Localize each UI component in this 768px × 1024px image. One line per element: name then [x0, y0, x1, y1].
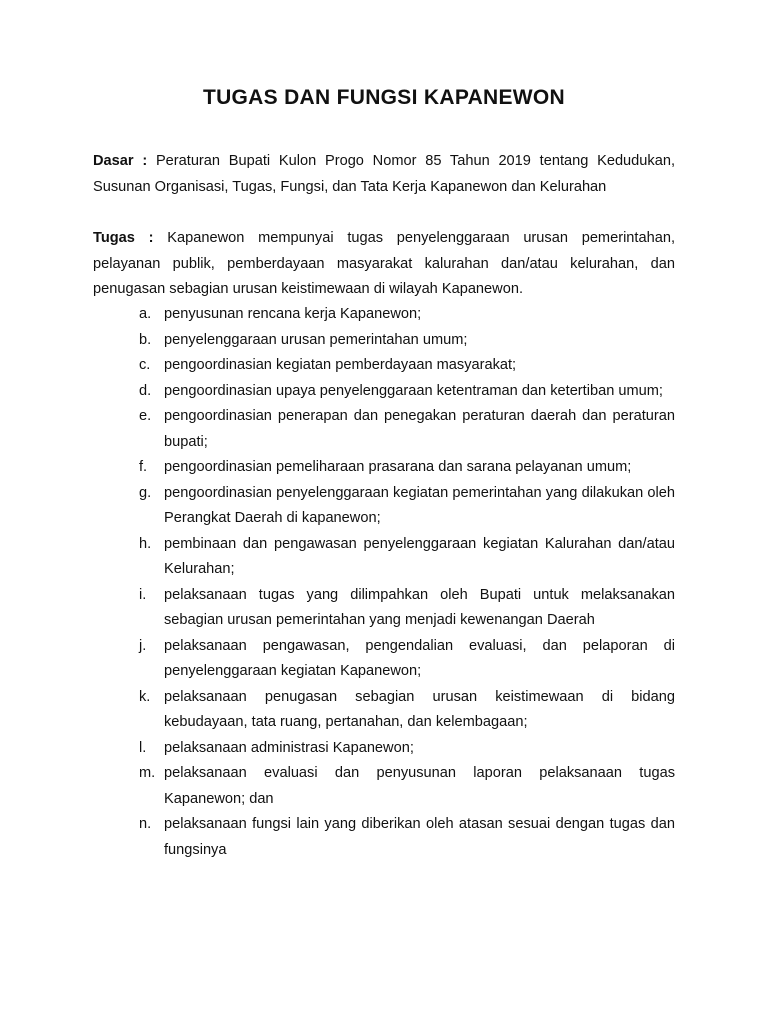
dasar-label: Dasar : — [93, 153, 148, 169]
list-marker: b. — [139, 331, 152, 348]
list-item-text: pengoordinasian kegiatan pemberdayaan masyarakat; — [164, 357, 517, 373]
list-marker: k. — [139, 688, 151, 705]
list-marker: n. — [139, 816, 152, 832]
dasar-paragraph — [93, 149, 675, 200]
list-item — [139, 634, 675, 685]
tugas-label: Tugas : — [93, 230, 154, 246]
list-item — [139, 328, 675, 354]
list-item-text: pengoordinasian upaya penyelenggaraan ketentraman dan ketertiban umum; — [164, 382, 663, 399]
list-marker: l. — [139, 739, 147, 756]
list-item-text: pengoordinasian penerapan dan penegakan peraturan daerah dan peraturan bupati; — [164, 408, 675, 450]
list-item — [139, 353, 675, 379]
list-marker: c. — [139, 357, 151, 373]
list-item — [139, 302, 675, 328]
list-item-text: pelaksanaan penugasan sebagian urusan keistimewaan di bidang kebudayaan, tata ruang, pertanahan, dan kelembagaan; — [164, 688, 675, 730]
list-marker: g. — [139, 484, 152, 501]
list-item-text: pelaksanaan administrasi Kapanewon; — [164, 739, 414, 756]
list-item — [139, 685, 675, 736]
list-item-text: pelaksanaan fungsi lain yang diberikan oleh atasan sesuai dengan tugas dan fungsinya — [164, 816, 675, 858]
list-item-text: penyelenggaraan urusan pemerintahan umum; — [164, 331, 468, 348]
tugas-text: Kapanewon mempunyai tugas penyelenggaraan urusan pemerintahan, pelayanan publik, pemberdayaan masyarakat kalurahan dan/atau kelurahan, dan penugasan sebagian urusan keistimewaan di wilayah Kapanewon. — [93, 230, 675, 297]
list-item-text: penyusunan rencana kerja Kapanewon; — [164, 306, 422, 322]
task-list — [139, 302, 675, 863]
list-marker: i. — [139, 586, 147, 603]
list-marker: a. — [139, 306, 152, 322]
list-item-text: pengoordinasian penyelenggaraan kegiatan pemerintahan yang dilakukan oleh Perangkat Daerah di kapanewon; — [164, 484, 675, 526]
list-item — [139, 812, 675, 863]
list-item — [139, 379, 675, 405]
tugas-paragraph — [93, 226, 675, 303]
list-item — [139, 404, 675, 455]
list-item — [139, 736, 675, 762]
list-item-text: pembinaan dan pengawasan penyelenggaraan kegiatan Kalurahan dan/atau Kelurahan; — [164, 535, 675, 577]
list-item-text: pelaksanaan tugas yang dilimpahkan oleh Bupati untuk melaksanakan sebagian urusan pemerintahan yang menjadi kewenangan Daerah — [164, 586, 675, 628]
list-item-text: pelaksanaan evaluasi dan penyusunan laporan pelaksanaan tugas Kapanewon; dan — [164, 765, 675, 807]
list-item-text: pelaksanaan pengawasan, pengendalian evaluasi, dan pelaporan di penyelenggaraan kegiatan Kapanewon; — [164, 637, 675, 679]
list-marker: f. — [139, 459, 148, 475]
list-marker: h. — [139, 535, 152, 552]
list-item — [139, 532, 675, 583]
list-marker: j. — [139, 637, 147, 654]
list-item — [139, 455, 675, 481]
list-marker: d. — [139, 382, 152, 399]
dasar-text: Peraturan Bupati Kulon Progo Nomor 85 Tahun 2019 tentang Kedudukan, Susunan Organisasi, Tugas, Fungsi, dan Tata Kerja Kapanewon dan Kelurahan — [93, 153, 675, 195]
list-item — [139, 761, 675, 812]
page-title: TUGAS DAN FUNGSI KAPANEWON — [202, 86, 566, 109]
list-marker: m. — [139, 765, 156, 781]
list-item — [139, 481, 675, 532]
list-marker: e. — [139, 408, 152, 424]
list-item — [139, 583, 675, 634]
list-item-text: pengoordinasian pemeliharaan prasarana dan sarana pelayanan umum; — [164, 459, 632, 475]
